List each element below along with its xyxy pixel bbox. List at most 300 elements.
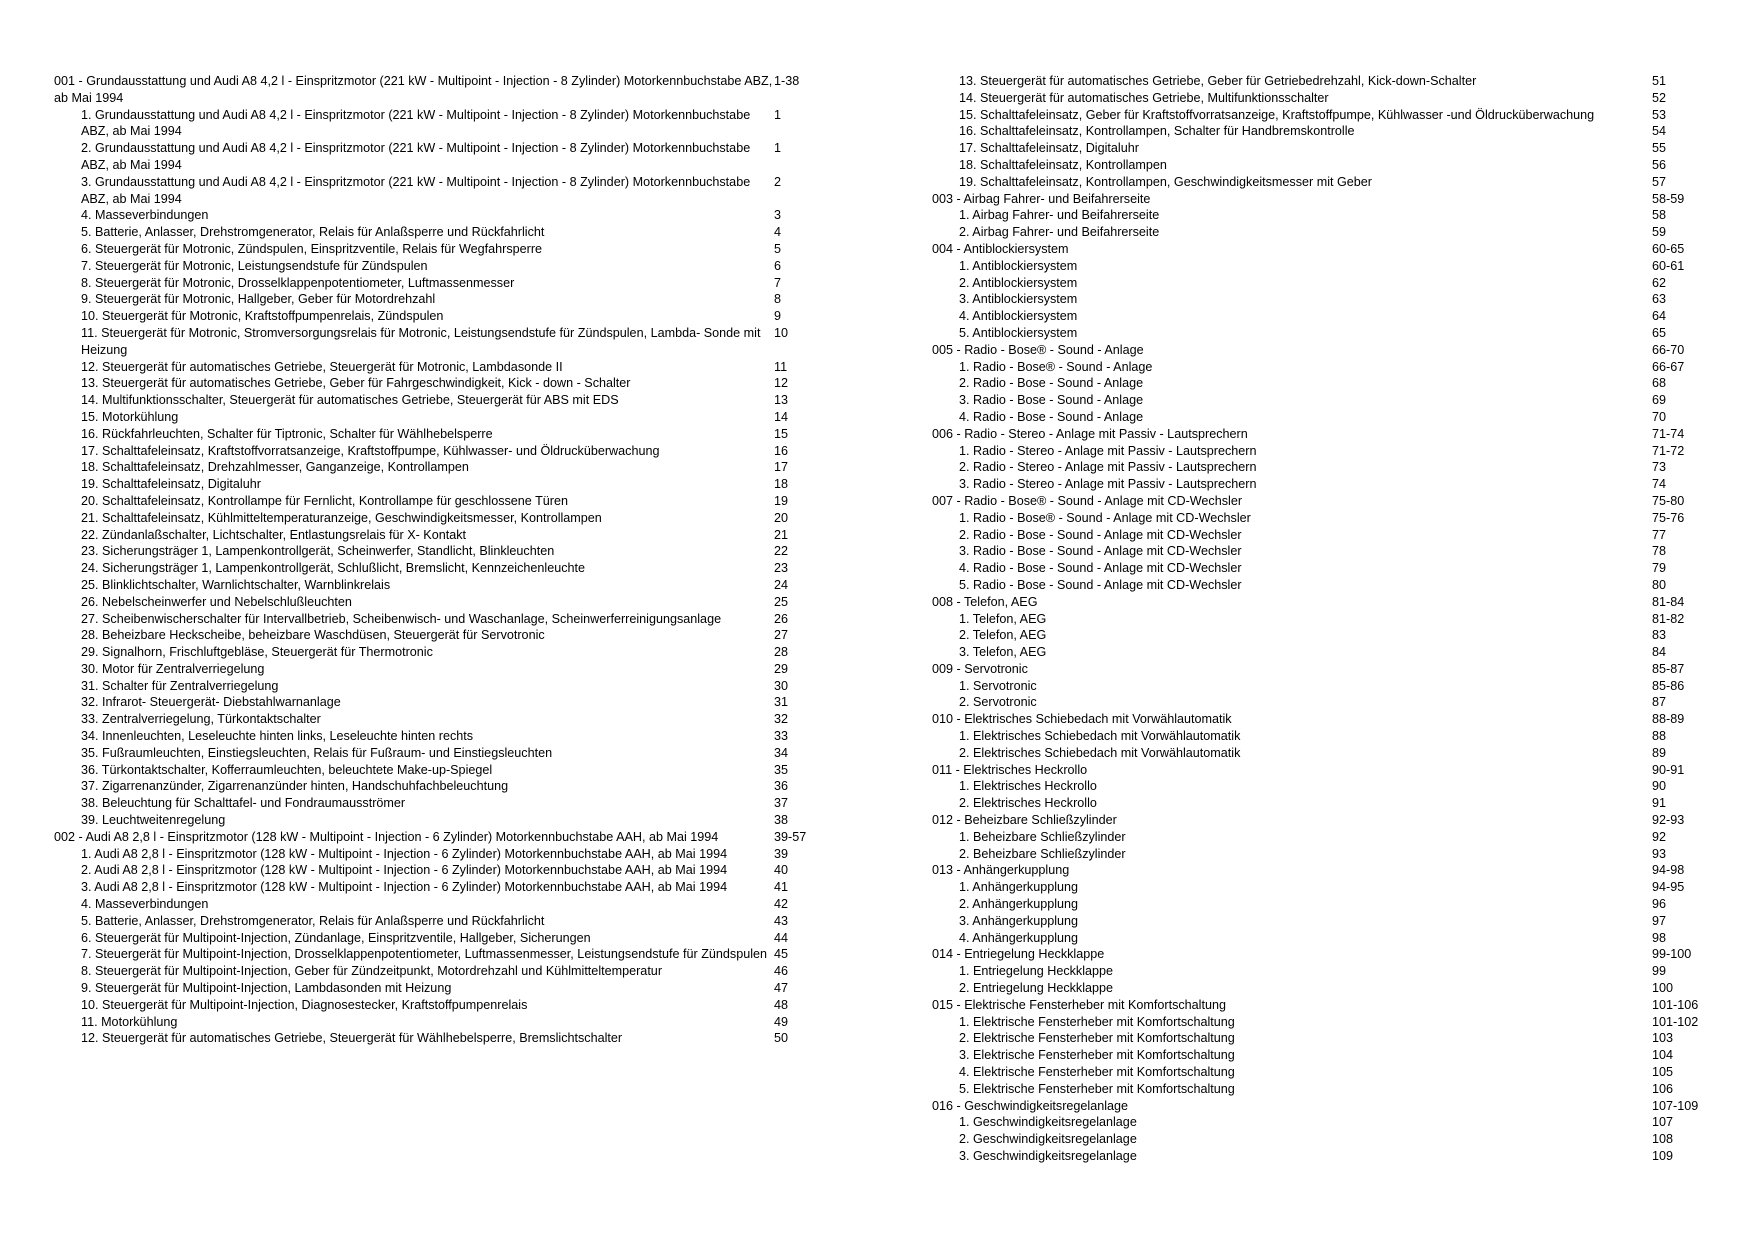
toc-entry-page: 101-102 [1652, 1014, 1699, 1029]
toc-entry-title: 006 - Radio - Stereo - Anlage mit Passiv - Lautsprechern [932, 426, 1248, 441]
toc-subsection-entry [54, 392, 814, 409]
toc-subsection-entry [932, 829, 1722, 846]
toc-entry-page: 16 [774, 443, 789, 458]
toc-entry-page: 71-74 [1652, 426, 1685, 441]
toc-entry-page: 85-87 [1652, 661, 1685, 676]
toc-entry-title: 5. Radio - Bose - Sound - Anlage mit CD-Wechsler [959, 577, 1242, 592]
toc-entry-title: 35. Fußraumleuchten, Einstiegsleuchten, Relais für Fußraum- und Einstiegsleuchten [81, 745, 553, 760]
toc-entry-title: 14. Multifunktionsschalter, Steuergerät für automatisches Getriebe, Steuergerät für ABS mit EDS [81, 393, 619, 408]
toc-entry-page: 39-57 [774, 829, 807, 844]
toc-entry-title: 016 - Geschwindigkeitsregelanlage [932, 1098, 1129, 1113]
toc-entry-title: 2. Telefon, AEG [959, 628, 1047, 643]
toc-entry-title: 2. Antiblockiersystem [959, 275, 1078, 290]
toc-entry-title: 5. Antiblockiersystem [959, 325, 1078, 340]
toc-entry-title: 3. Antiblockiersystem [959, 292, 1078, 307]
toc-subsection-entry [54, 308, 814, 325]
toc-section-entry [932, 241, 1722, 258]
toc-entry-page: 23 [774, 561, 789, 576]
toc-subsection-entry [54, 611, 814, 628]
toc-subsection-entry [54, 627, 814, 644]
toc-entry-title: 4. Radio - Bose - Sound - Anlage mit CD-Wechsler [959, 561, 1242, 576]
toc-entry-page: 43 [774, 913, 789, 928]
toc-subsection-entry [932, 1014, 1722, 1031]
toc-entry-title: 27. Scheibenwischerschalter für Intervallbetrieb, Scheibenwisch- und Waschanlage, Scheinwerferreinigungsanlage [81, 611, 722, 626]
toc-entry-title: 2. Grundausstattung und Audi A8 4,2 l - Einspritzmotor (221 kW - Multipoint - Injection - 8 Zylinder) Motorkennbuchstabe ABZ, ab Mai 1994 [81, 141, 751, 172]
toc-subsection-entry [54, 711, 814, 728]
toc-subsection-entry [54, 846, 814, 863]
toc-entry-page: 107 [1652, 1115, 1674, 1130]
toc-entry-page: 88-89 [1652, 712, 1685, 727]
toc-subsection-entry [54, 694, 814, 711]
toc-subsection-entry [932, 644, 1722, 661]
toc-entry-title: 2. Beheizbare Schließzylinder [959, 846, 1126, 861]
toc-entry-title: 3. Anhängerkupplung [959, 913, 1079, 928]
toc-entry-title: 13. Steuergerät für automatisches Getriebe, Geber für Getriebedrehzahl, Kick-down-Schalter [959, 74, 1477, 88]
toc-entry-page: 90 [1652, 779, 1667, 794]
toc-entry-title: 2. Radio - Bose - Sound - Anlage [959, 376, 1144, 391]
toc-entry-title: 5. Batterie, Anlasser, Drehstromgenerator, Relais für Anlaßsperre und Rückfahrlicht [81, 913, 545, 928]
toc-subsection-entry [932, 409, 1722, 426]
toc-subsection-entry [54, 224, 814, 241]
toc-entry-page: 109 [1652, 1149, 1674, 1163]
toc-entry-page: 51 [1652, 74, 1667, 88]
toc-entry-title: 9. Steuergerät für Motronic, Hallgeber, Geber für Motordrehzahl [81, 292, 436, 307]
toc-entry-title: 2. Geschwindigkeitsregelanlage [959, 1132, 1137, 1147]
toc-subsection-entry [932, 325, 1722, 342]
toc-entry-title: 12. Steuergerät für automatisches Getriebe, Steuergerät für Motronic, Lambdasonde II [81, 359, 563, 374]
toc-entry-title: 1. Beheizbare Schließzylinder [959, 829, 1126, 844]
toc-entry-page: 69 [1652, 393, 1667, 408]
toc-entry-page: 15 [774, 426, 789, 441]
toc-entry-title: 19. Schalttafeleinsatz, Kontrollampen, Geschwindigkeitsmesser mit Geber [959, 174, 1372, 189]
toc-left-column [54, 73, 814, 1047]
toc-subsection-entry [932, 392, 1722, 409]
toc-entry-page: 19 [774, 493, 789, 508]
toc-subsection-entry [54, 275, 814, 292]
toc-entry-title: 16. Schalttafeleinsatz, Kontrollampen, Schalter für Handbremskontrolle [959, 124, 1355, 139]
toc-entry-title: 3. Geschwindigkeitsregelanlage [959, 1149, 1137, 1163]
toc-entry-page: 27 [774, 628, 789, 643]
toc-entry-title: 38. Beleuchtung für Schalttafel- und Fondraumausströmer [81, 796, 406, 811]
toc-subsection-entry [54, 862, 814, 879]
toc-entry-page: 31 [774, 695, 789, 710]
toc-entry-page: 21 [774, 527, 789, 542]
toc-entry-page: 64 [1652, 309, 1667, 324]
toc-entry-page: 24 [774, 577, 789, 592]
toc-entry-title: 1. Radio - Stereo - Anlage mit Passiv - Lautsprechern [959, 443, 1257, 458]
toc-entry-page: 25 [774, 594, 789, 609]
toc-entry-page: 68 [1652, 376, 1667, 391]
toc-subsection-entry [932, 107, 1722, 124]
toc-entry-page: 93 [1652, 846, 1667, 861]
toc-entry-title: 003 - Airbag Fahrer- und Beifahrerseite [932, 191, 1151, 206]
toc-entry-page: 11 [774, 359, 788, 374]
toc-subsection-entry [932, 1114, 1722, 1131]
toc-entry-title: 1. Servotronic [959, 678, 1037, 693]
toc-subsection-entry [932, 1148, 1722, 1165]
toc-entry-page: 26 [774, 611, 789, 626]
toc-entry-title: 17. Schalttafeleinsatz, Digitaluhr [959, 141, 1139, 156]
toc-entry-page: 92-93 [1652, 813, 1685, 828]
toc-subsection-entry [932, 795, 1722, 812]
toc-entry-title: 4. Elektrische Fensterheber mit Komfortschaltung [959, 1065, 1235, 1080]
toc-subsection-entry [54, 644, 814, 661]
toc-section-entry [932, 812, 1722, 829]
toc-entry-page: 58-59 [1652, 191, 1685, 206]
toc-entry-page: 75-80 [1652, 493, 1685, 508]
toc-subsection-entry [932, 913, 1722, 930]
toc-subsection-entry [932, 846, 1722, 863]
toc-entry-title: 22. Zündanlaßschalter, Lichtschalter, Entlastungsrelais für X- Kontakt [81, 527, 467, 542]
toc-section-entry [932, 594, 1722, 611]
toc-entry-title: 8. Steuergerät für Motronic, Drosselklappenpotentiometer, Luftmassenmesser [81, 275, 515, 290]
toc-subsection-entry [932, 224, 1722, 241]
toc-entry-page: 42 [774, 897, 789, 912]
toc-subsection-entry [54, 443, 814, 460]
toc-entry-title: 11. Motorkühlung [81, 1014, 178, 1029]
toc-section-entry [932, 661, 1722, 678]
toc-subsection-entry [54, 963, 814, 980]
toc-entry-page: 56 [1652, 157, 1667, 172]
toc-subsection-entry [932, 1064, 1722, 1081]
toc-entry-title: 30. Motor für Zentralverriegelung [81, 661, 265, 676]
toc-entry-page: 90-91 [1652, 762, 1685, 777]
toc-subsection-entry [932, 1081, 1722, 1098]
toc-entry-title: 29. Signalhorn, Frischluftgebläse, Steuergerät für Thermotronic [81, 645, 433, 660]
toc-entry-title: 10. Steuergerät für Multipoint-Injection, Diagnosestecker, Kraftstoffpumpenrelais [81, 997, 528, 1012]
toc-entry-title: 3. Radio - Bose - Sound - Anlage mit CD-Wechsler [959, 544, 1242, 559]
toc-entry-title: 28. Beheizbare Heckscheibe, beheizbare Waschdüsen, Steuergerät für Servotronic [81, 628, 545, 643]
toc-entry-page: 92 [1652, 829, 1667, 844]
toc-entry-page: 48 [774, 997, 789, 1012]
toc-subsection-entry [932, 73, 1722, 90]
toc-subsection-entry [932, 694, 1722, 711]
toc-entry-page: 41 [774, 880, 789, 895]
toc-entry-title: 008 - Telefon, AEG [932, 594, 1038, 609]
toc-section-entry [932, 862, 1722, 879]
toc-entry-page: 1 [774, 141, 782, 156]
toc-entry-page: 8 [774, 292, 782, 307]
toc-entry-title: 16. Rückfahrleuchten, Schalter für Tiptronic, Schalter für Wählhebelsperre [81, 426, 493, 441]
toc-entry-page: 30 [774, 678, 789, 693]
toc-subsection-entry [54, 107, 814, 141]
toc-entry-page: 36 [774, 779, 789, 794]
toc-entry-page: 3 [774, 208, 782, 223]
toc-entry-title: 6. Steuergerät für Motronic, Zündspulen, Einspritzventile, Relais für Wegfahrsperre [81, 241, 543, 256]
toc-entry-page: 83 [1652, 628, 1667, 643]
toc-entry-title: 2. Radio - Stereo - Anlage mit Passiv - Lautsprechern [959, 460, 1257, 475]
toc-subsection-entry [932, 778, 1722, 795]
toc-subsection-entry [932, 1047, 1722, 1064]
toc-entry-title: 5. Elektrische Fensterheber mit Komfortschaltung [959, 1081, 1235, 1096]
toc-entry-title: 014 - Entriegelung Heckklappe [932, 947, 1105, 962]
toc-right-column [932, 73, 1722, 1165]
toc-entry-title: 39. Leuchtweitenregelung [81, 813, 226, 828]
toc-entry-page: 45 [774, 947, 789, 962]
toc-entry-page: 59 [1652, 225, 1667, 240]
toc-entry-page: 4 [774, 225, 782, 240]
toc-entry-title: 15. Schalttafeleinsatz, Geber für Kraftstoffvorratsanzeige, Kraftstoffpumpe, Kühlwasser -und Öldrucküberwachung [959, 107, 1595, 122]
toc-entry-title: 3. Telefon, AEG [959, 645, 1047, 660]
toc-entry-title: 2. Anhängerkupplung [959, 897, 1079, 912]
toc-entry-title: 1. Entriegelung Heckklappe [959, 964, 1114, 979]
toc-subsection-entry [932, 1030, 1722, 1047]
toc-subsection-entry [54, 997, 814, 1014]
toc-entry-title: 3. Radio - Bose - Sound - Anlage [959, 393, 1144, 408]
toc-subsection-entry [932, 359, 1722, 376]
toc-entry-page: 66-67 [1652, 359, 1685, 374]
toc-entry-title: 7. Steuergerät für Multipoint-Injection, Drosselklappenpotentiometer, Luftmassenmesser, Leistungsendstufe für Zündspulen [81, 947, 768, 962]
toc-entry-title: 14. Steuergerät für automatisches Getriebe, Multifunktionsschalter [959, 90, 1329, 105]
toc-entry-page: 103 [1652, 1031, 1674, 1046]
toc-subsection-entry [932, 510, 1722, 527]
toc-entry-page: 13 [774, 393, 789, 408]
toc-entry-title: 1. Elektrisches Heckrollo [959, 779, 1097, 794]
toc-entry-page: 1 [774, 107, 782, 122]
toc-entry-page: 1-38 [774, 74, 800, 88]
toc-entry-page: 7 [774, 275, 782, 290]
toc-entry-title: 010 - Elektrisches Schiebedach mit Vorwählautomatik [932, 712, 1232, 727]
toc-section-entry [54, 73, 814, 107]
toc-entry-title: 015 - Elektrische Fensterheber mit Komfortschaltung [932, 997, 1226, 1012]
toc-subsection-entry [932, 527, 1722, 544]
toc-entry-title: 20. Schalttafeleinsatz, Kontrollampe für Fernlicht, Kontrollampe für geschlossene Türen [81, 493, 568, 508]
toc-subsection-entry [932, 963, 1722, 980]
toc-subsection-entry [932, 543, 1722, 560]
toc-subsection-entry [54, 375, 814, 392]
toc-subsection-entry [932, 157, 1722, 174]
toc-entry-title: 4. Anhängerkupplung [959, 930, 1079, 945]
toc-entry-page: 39 [774, 846, 789, 861]
toc-entry-page: 54 [1652, 124, 1667, 139]
toc-entry-page: 97 [1652, 913, 1667, 928]
toc-entry-page: 73 [1652, 460, 1667, 475]
toc-entry-page: 96 [1652, 897, 1667, 912]
toc-subsection-entry [54, 207, 814, 224]
toc-entry-page: 5 [774, 241, 782, 256]
toc-entry-page: 37 [774, 796, 789, 811]
toc-entry-page: 9 [774, 309, 782, 324]
toc-entry-page: 88 [1652, 729, 1667, 744]
toc-subsection-entry [54, 325, 814, 359]
toc-subsection-entry [54, 795, 814, 812]
toc-entry-page: 57 [1652, 174, 1667, 189]
toc-entry-page: 108 [1652, 1132, 1674, 1147]
toc-entry-page: 94-98 [1652, 863, 1685, 878]
toc-entry-title: 2. Elektrisches Heckrollo [959, 796, 1097, 811]
toc-entry-page: 29 [774, 661, 789, 676]
toc-entry-title: 33. Zentralverriegelung, Türkontaktschalter [81, 712, 321, 727]
toc-entry-page: 38 [774, 813, 789, 828]
toc-entry-title: 4. Masseverbindungen [81, 897, 209, 912]
toc-entry-title: 34. Innenleuchten, Leseleuchte hinten links, Leseleuchte hinten rechts [81, 729, 474, 744]
toc-section-entry [932, 342, 1722, 359]
toc-entry-page: 70 [1652, 409, 1667, 424]
toc-entry-title: 1. Audi A8 2,8 l - Einspritzmotor (128 kW - Multipoint - Injection - 6 Zylinder) Motorkennbuchstabe AAH, ab Mai 1994 [81, 846, 728, 861]
toc-entry-title: 004 - Antiblockiersystem [932, 241, 1069, 256]
toc-entry-page: 81-82 [1652, 611, 1685, 626]
toc-entry-title: 2. Elektrisches Schiebedach mit Vorwählautomatik [959, 745, 1241, 760]
toc-entry-page: 58 [1652, 208, 1667, 223]
toc-entry-page: 52 [1652, 90, 1667, 105]
toc-subsection-entry [54, 1014, 814, 1031]
toc-entry-page: 12 [774, 376, 789, 391]
toc-entry-title: 2. Elektrische Fensterheber mit Komfortschaltung [959, 1031, 1235, 1046]
toc-subsection-entry [54, 1030, 814, 1047]
toc-subsection-entry [932, 123, 1722, 140]
toc-subsection-entry [54, 980, 814, 997]
toc-subsection-entry [932, 207, 1722, 224]
toc-entry-page: 44 [774, 930, 789, 945]
toc-subsection-entry [932, 896, 1722, 913]
toc-subsection-entry [932, 560, 1722, 577]
toc-subsection-entry [54, 594, 814, 611]
toc-subsection-entry [932, 879, 1722, 896]
toc-subsection-entry [54, 140, 814, 174]
toc-subsection-entry [932, 611, 1722, 628]
toc-entry-page: 18 [774, 477, 789, 492]
toc-entry-title: 18. Schalttafeleinsatz, Drehzahlmesser, Ganganzeige, Kontrollampen [81, 460, 469, 475]
toc-subsection-entry [54, 577, 814, 594]
toc-entry-page: 53 [1652, 107, 1667, 122]
toc-entry-title: 23. Sicherungsträger 1, Lampenkontrollgerät, Scheinwerfer, Standlicht, Blinkleuchten [81, 544, 555, 559]
toc-entry-title: 18. Schalttafeleinsatz, Kontrollampen [959, 157, 1167, 172]
toc-entry-page: 55 [1652, 141, 1667, 156]
toc-entry-page: 20 [774, 510, 789, 525]
toc-subsection-entry [54, 527, 814, 544]
toc-entry-page: 28 [774, 645, 789, 660]
toc-subsection-entry [932, 930, 1722, 947]
toc-subsection-entry [54, 543, 814, 560]
toc-section-entry [932, 946, 1722, 963]
toc-entry-page: 77 [1652, 527, 1667, 542]
toc-subsection-entry [54, 678, 814, 695]
toc-entry-page: 33 [774, 729, 789, 744]
toc-entry-page: 78 [1652, 544, 1667, 559]
toc-entry-title: 32. Infrarot- Steuergerät- Diebstahlwarnanlage [81, 695, 341, 710]
toc-entry-page: 60-65 [1652, 241, 1685, 256]
toc-subsection-entry [932, 577, 1722, 594]
toc-subsection-entry [54, 896, 814, 913]
toc-subsection-entry [932, 627, 1722, 644]
toc-entry-page: 65 [1652, 325, 1667, 340]
toc-entry-page: 106 [1652, 1081, 1674, 1096]
toc-entry-title: 2. Airbag Fahrer- und Beifahrerseite [959, 225, 1160, 240]
toc-entry-title: 1. Anhängerkupplung [959, 880, 1079, 895]
toc-entry-title: 15. Motorkühlung [81, 409, 179, 424]
toc-entry-page: 79 [1652, 561, 1667, 576]
toc-entry-title: 11. Steuergerät für Motronic, Stromversorgungsrelais für Motronic, Leistungsendstufe für Zündspulen, Lambda- Sonde mit Heizung [81, 325, 761, 357]
toc-entry-title: 1. Grundausstattung und Audi A8 4,2 l - Einspritzmotor (221 kW - Multipoint - Injection - 8 Zylinder) Motorkennbuchstabe ABZ, ab Mai 1994 [81, 107, 751, 139]
toc-entry-page: 101-106 [1652, 997, 1699, 1012]
toc-entry-page: 85-86 [1652, 678, 1685, 693]
toc-section-entry [932, 191, 1722, 208]
toc-subsection-entry [54, 174, 814, 208]
toc-subsection-entry [932, 728, 1722, 745]
toc-entry-title: 10. Steuergerät für Motronic, Kraftstoffpumpenrelais, Zündspulen [81, 309, 444, 324]
toc-entry-page: 10 [774, 325, 789, 340]
toc-entry-page: 50 [774, 1031, 789, 1046]
toc-subsection-entry [932, 443, 1722, 460]
toc-entry-page: 81-84 [1652, 594, 1685, 609]
toc-entry-page: 6 [774, 258, 782, 273]
toc-entry-page: 60-61 [1652, 258, 1685, 273]
toc-entry-page: 71-72 [1652, 443, 1685, 458]
toc-subsection-entry [54, 510, 814, 527]
toc-subsection-entry [54, 409, 814, 426]
toc-entry-title: 26. Nebelscheinwerfer und Nebelschlußleuchten [81, 594, 352, 609]
toc-entry-page: 63 [1652, 292, 1667, 307]
toc-entry-title: 012 - Beheizbare Schließzylinder [932, 813, 1117, 828]
toc-entry-title: 007 - Radio - Bose® - Sound - Anlage mit CD-Wechsler [932, 493, 1243, 508]
toc-section-entry [54, 829, 814, 846]
toc-entry-title: 1. Telefon, AEG [959, 611, 1047, 626]
toc-entry-page: 105 [1652, 1065, 1674, 1080]
toc-entry-page: 35 [774, 762, 789, 777]
toc-entry-title: 2. Audi A8 2,8 l - Einspritzmotor (128 kW - Multipoint - Injection - 6 Zylinder) Motorkennbuchstabe AAH, ab Mai 1994 [81, 863, 728, 878]
toc-entry-page: 98 [1652, 930, 1667, 945]
toc-entry-page: 99-100 [1652, 947, 1692, 962]
toc-entry-title: 1. Geschwindigkeitsregelanlage [959, 1115, 1137, 1130]
toc-entry-title: 19. Schalttafeleinsatz, Digitaluhr [81, 477, 261, 492]
toc-subsection-entry [932, 745, 1722, 762]
toc-entry-title: 3. Elektrische Fensterheber mit Komfortschaltung [959, 1048, 1235, 1063]
toc-section-entry [932, 493, 1722, 510]
toc-entry-title: 2. Entriegelung Heckklappe [959, 981, 1114, 996]
toc-section-entry [932, 711, 1722, 728]
toc-entry-page: 100 [1652, 981, 1674, 996]
toc-entry-title: 1. Radio - Bose® - Sound - Anlage mit CD-Wechsler [959, 510, 1251, 525]
toc-entry-page: 14 [774, 409, 789, 424]
toc-subsection-entry [54, 359, 814, 376]
toc-entry-page: 84 [1652, 645, 1667, 660]
toc-subsection-entry [54, 728, 814, 745]
toc-subsection-entry [54, 762, 814, 779]
toc-section-entry [932, 997, 1722, 1014]
toc-section-entry [932, 1098, 1722, 1115]
toc-subsection-entry [54, 913, 814, 930]
toc-subsection-entry [932, 375, 1722, 392]
toc-subsection-entry [932, 1131, 1722, 1148]
toc-entry-title: 25. Blinklichtschalter, Warnlichtschalter, Warnblinkrelais [81, 577, 391, 592]
toc-entry-title: 4. Antiblockiersystem [959, 309, 1078, 324]
toc-entry-page: 22 [774, 544, 789, 559]
toc-entry-title: 5. Batterie, Anlasser, Drehstromgenerator, Relais für Anlaßsperre und Rückfahrlicht [81, 225, 545, 240]
toc-entry-title: 001 - Grundausstattung und Audi A8 4,2 l - Einspritzmotor (221 kW - Multipoint - Injection - 8 Zylinder) Motorkennbuchstabe ABZ, ab Mai 1994 [54, 74, 773, 105]
toc-entry-page: 49 [774, 1014, 789, 1029]
toc-entry-title: 1. Antiblockiersystem [959, 258, 1078, 273]
toc-entry-title: 1. Radio - Bose® - Sound - Anlage [959, 359, 1153, 374]
toc-entry-title: 2. Servotronic [959, 695, 1037, 710]
toc-entry-title: 8. Steuergerät für Multipoint-Injection, Geber für Zündzeitpunkt, Motordrehzahl und Kühlmitteltemperatur [81, 964, 663, 979]
toc-subsection-entry [54, 291, 814, 308]
toc-entry-page: 47 [774, 981, 789, 996]
toc-subsection-entry [54, 493, 814, 510]
toc-entry-page: 91 [1652, 796, 1667, 811]
toc-entry-title: 36. Türkontaktschalter, Kofferraumleuchten, beleuchtete Make-up-Spiegel [81, 762, 493, 777]
toc-entry-page: 104 [1652, 1048, 1674, 1063]
toc-entry-page: 2 [774, 174, 782, 189]
toc-subsection-entry [932, 90, 1722, 107]
toc-entry-page: 80 [1652, 577, 1667, 592]
toc-section-entry [932, 426, 1722, 443]
toc-subsection-entry [54, 459, 814, 476]
toc-subsection-entry [54, 745, 814, 762]
toc-entry-title: 1. Elektrisches Schiebedach mit Vorwählautomatik [959, 729, 1241, 744]
toc-entry-page: 74 [1652, 477, 1667, 492]
toc-section-entry [932, 762, 1722, 779]
toc-entry-page: 75-76 [1652, 510, 1685, 525]
